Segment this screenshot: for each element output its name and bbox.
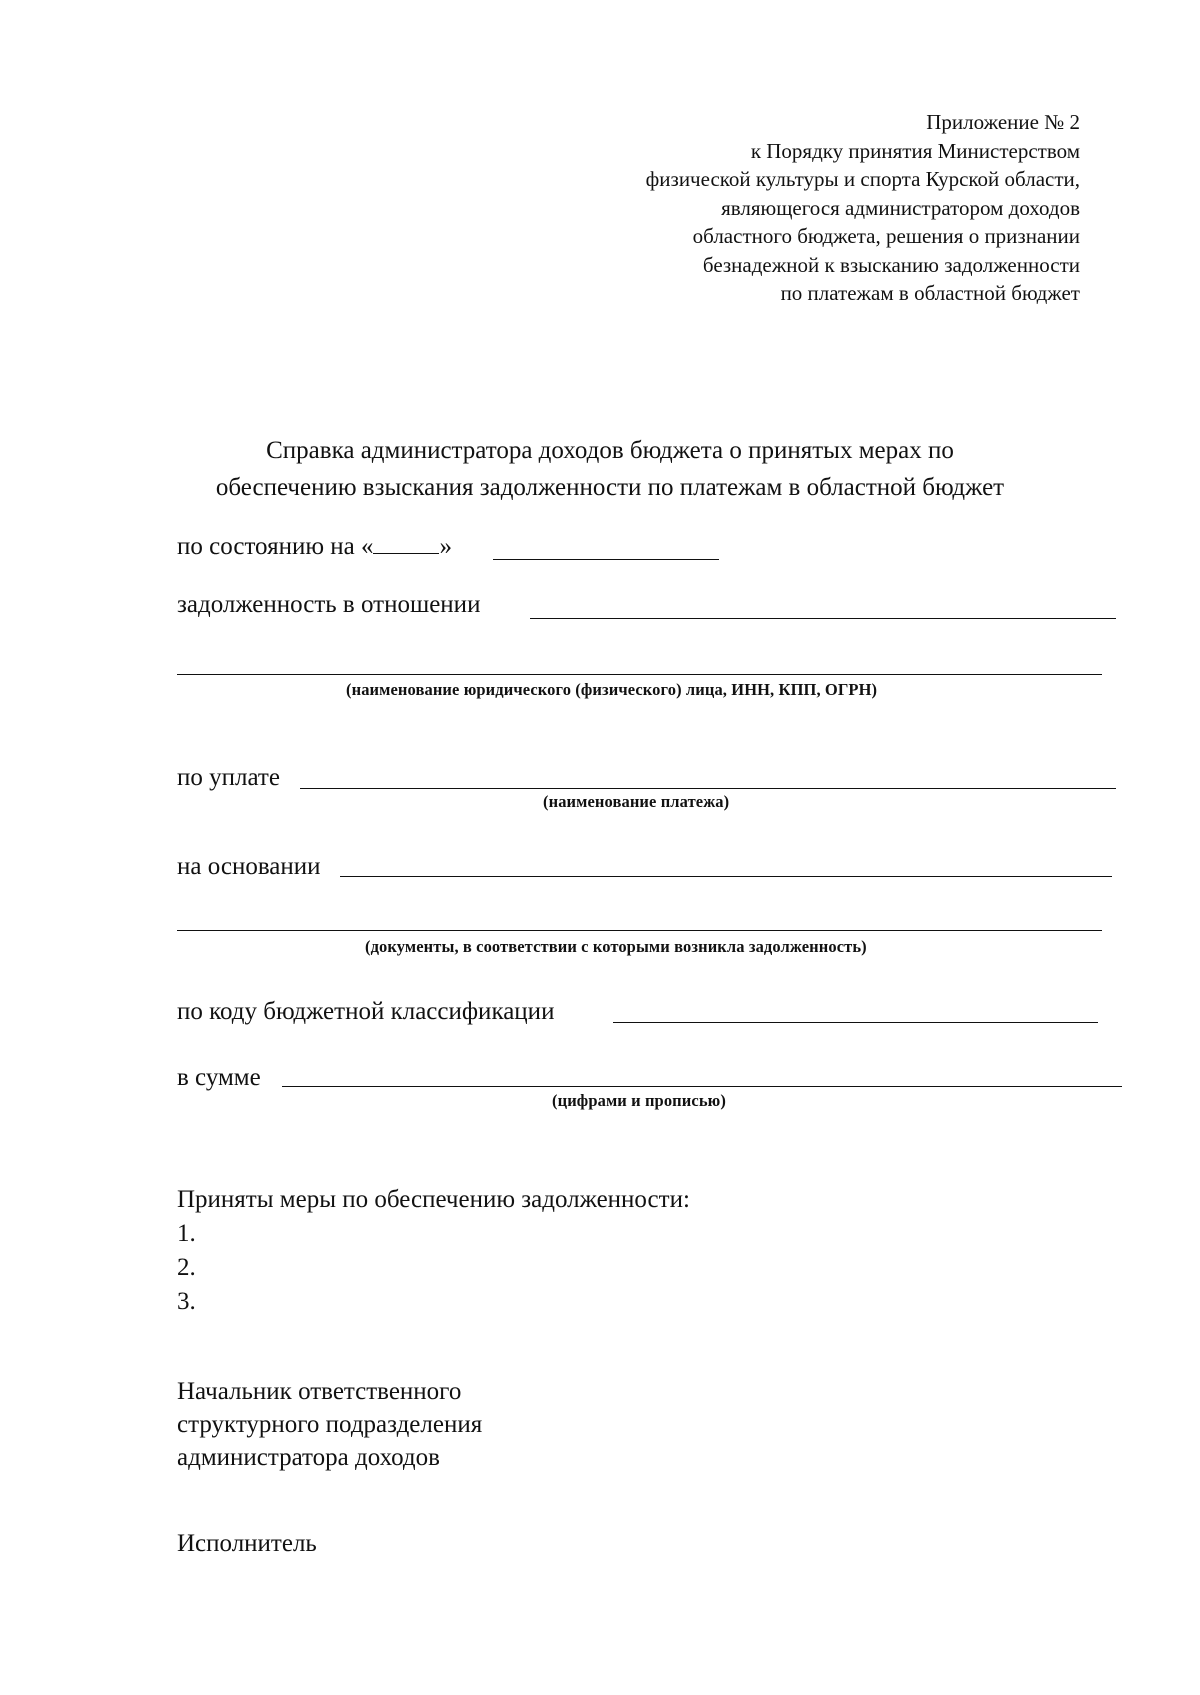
as-of-close-quote: » <box>439 533 452 560</box>
measures-section <box>177 1183 690 1319</box>
debtor-caption: (наименование юридического (физического) лица, ИНН, КПП, ОГРН) <box>346 680 878 699</box>
appendix-line: по платежам в областной бюджет <box>780 281 1080 305</box>
title-line-2: обеспечению взыскания задолженности по платежам в областной бюджет <box>215 474 1005 501</box>
debt-label: задолженность в отношении <box>177 591 481 618</box>
appendix-header <box>646 108 1080 308</box>
measure-item-2: 2. <box>177 1254 196 1281</box>
payment-label: по уплате <box>177 764 280 791</box>
measure-item-1: 1. <box>177 1220 196 1247</box>
signature-line-1: Начальник ответственного <box>177 1378 462 1405</box>
debtor-field[interactable] <box>530 618 1116 619</box>
as-of-label: по состоянию на « <box>177 533 374 560</box>
kbk-label: по коду бюджетной классификации <box>177 998 555 1025</box>
signature-line-2: структурного подразделения <box>177 1411 483 1438</box>
measure-item-3: 3. <box>177 1288 196 1315</box>
amount-label: в сумме <box>177 1064 261 1091</box>
as-of-month-year-field[interactable] <box>493 559 719 560</box>
measures-heading: Приняты меры по обеспечению задолженности: <box>177 1186 690 1213</box>
payment-caption: (наименование платежа) <box>543 792 730 811</box>
basis-field[interactable] <box>340 876 1112 877</box>
kbk-field[interactable] <box>613 1022 1098 1023</box>
basis-caption: (документы, в соответствии с которыми возникла задолженность) <box>365 937 867 956</box>
signature-line-3: администратора доходов <box>177 1444 440 1471</box>
appendix-number: Приложение № 2 <box>926 110 1080 134</box>
payment-field[interactable] <box>300 788 1116 789</box>
appendix-line: областного бюджета, решения о признании <box>692 224 1080 248</box>
appendix-line: физической культуры и спорта Курской области, <box>645 167 1080 191</box>
amount-field[interactable] <box>282 1086 1122 1087</box>
basis-field-continued[interactable] <box>177 930 1102 931</box>
title-line-1: Справка администратора доходов бюджета о принятых мерах по <box>266 437 954 464</box>
amount-caption: (цифрами и прописью) <box>552 1091 726 1110</box>
executor-label: Исполнитель <box>177 1530 317 1557</box>
debtor-field-continued[interactable] <box>177 674 1102 675</box>
basis-label: на основании <box>177 853 321 880</box>
appendix-line: к Порядку принятия Министерством <box>750 138 1080 163</box>
as-of-day-field[interactable] <box>373 531 439 554</box>
appendix-line: являющегося администратором доходов <box>721 195 1080 220</box>
as-of-date-row <box>177 531 452 562</box>
appendix-line: безнадежной к взысканию задолженности <box>702 252 1080 277</box>
signature-block <box>177 1375 482 1474</box>
document-title <box>150 432 1070 506</box>
